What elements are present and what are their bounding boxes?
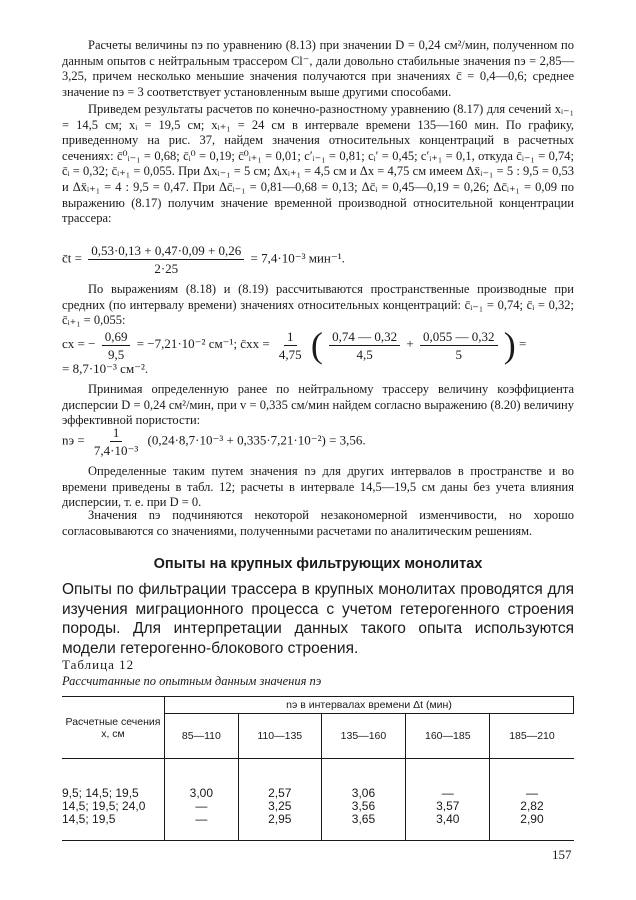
formula-cx-num-1: 0,69 [102, 329, 131, 346]
formula-cx-num-3: 0,74 — 0,32 [329, 329, 400, 346]
paragraph-7: Опыты по фильтрации трассера в крупных монолитах проводятся для изучения миграционного процесса с учетом гетерогенного строения породы. Для интерпретации данных такого опыта используются модели гетерогенно-блокового строения. [62, 581, 574, 657]
table-cell: — [490, 759, 574, 801]
paragraph-4: Принимая определенную ранее по нейтральному трассеру величину коэффициента дисперсии D = 0,24 см²/мин, при v = 0,335 см/мин найдем согласно выражению (8.20) величину эффективной пористости: [62, 382, 574, 428]
formula-cx [62, 327, 574, 363]
table-cell: 3,56 [321, 800, 405, 813]
table-col-header: 85—110 [165, 714, 239, 759]
formula-ne [62, 425, 574, 458]
table-subtitle: Рассчитанные по опытным данным значения nэ [62, 674, 322, 688]
table-cell: 3,40 [406, 813, 490, 841]
page-number: 157 [552, 847, 572, 862]
paragraph-3: По выражениям (8.18) и (8.19) рассчитываются пространственные производные при средних (по интервалу времени) значениях относительных концентраций: c̄ᵢ₋₁ = 0,74; c̄ᵢ = 0,32; c̄ᵢ₊₁ = 0,055: [62, 282, 574, 328]
formula-ne-fraction [91, 425, 141, 458]
paragraph-1: Расчеты величины nэ по уравнению (8.13) при значении D = 0,24 см²/мин, полученном по данным опытов с нейтральным трассером Cl⁻, дали довольно стабильные значения nэ = 2,85—3,25, причем несколько меньшие значения получаются при значениях c̄ = 0,4—0,6; среднее значение nэ = 3 соответствует установленным выше другими способами. [62, 38, 574, 99]
left-paren: ( [310, 325, 323, 365]
formula-cx-den-3: 4,5 [356, 346, 373, 362]
table-cell: — [165, 813, 239, 841]
section-heading: Опыты на крупных фильтрующих монолитах [153, 556, 483, 572]
formula-cxx-result: = 8,7·10⁻³ см⁻². [62, 361, 149, 376]
table-row-label: 14,5; 19,5 [62, 813, 165, 841]
table-row [62, 800, 574, 813]
table-cell: 3,65 [321, 813, 405, 841]
table-col-header: 135—160 [321, 714, 405, 759]
table-row-label: 9,5; 14,5; 19,5 [62, 786, 139, 800]
formula-cx-den-1: 9,5 [107, 346, 125, 362]
table-cell: — [165, 800, 239, 813]
formula-cx-den-4: 5 [455, 346, 463, 362]
table-col-header: 160—185 [406, 714, 490, 759]
table-group-header: nэ в интервалах времени Δt (мин) [165, 697, 574, 714]
formula-ct-lhs: c̄t = [62, 250, 82, 266]
table-cell: — [406, 759, 490, 801]
table-row-label: 14,5; 19,5; 24,0 [62, 799, 146, 813]
formula-ne-numerator: 1 [110, 425, 123, 442]
formula-ct-rhs: = 7,4·10⁻³ мин⁻¹. [250, 250, 345, 266]
data-table [62, 696, 574, 841]
formula-ne-lhs: nэ = [62, 432, 85, 448]
formula-cx-eq: = [519, 335, 527, 351]
table-cell: 2,95 [238, 813, 321, 841]
table-row-header: Расчетные сечения x, см [62, 697, 165, 759]
formula-ct-fraction [88, 243, 244, 276]
table-row [62, 759, 574, 801]
formula-ct-denominator: 2·25 [154, 261, 179, 276]
formula-cx-num-2: 1 [284, 329, 297, 346]
formula-cx-den-2: 4,75 [278, 346, 302, 362]
formula-ne-denominator: 7,4·10⁻³ [93, 443, 139, 458]
formula-cx-num-4: 0,055 — 0,32 [420, 329, 498, 346]
table-col-header: 110—135 [238, 714, 321, 759]
table-row [62, 813, 574, 841]
formula-cx-plus: + [406, 335, 414, 351]
right-paren: ) [503, 325, 516, 365]
table-cell: 3,00 [165, 759, 239, 801]
formula-ct [62, 243, 574, 276]
formula-ne-rhs: (0,24·8,7·10⁻³ + 0,335·7,21·10⁻²) = 3,56. [147, 432, 366, 448]
table-cell: 2,82 [490, 800, 574, 813]
formula-ct-numerator: 0,53·0,13 + 0,47·0,09 + 0,26 [88, 243, 244, 260]
table-cell: 2,90 [490, 813, 574, 841]
formula-cx-frac-3 [329, 329, 400, 362]
table-cell: 3,25 [238, 800, 321, 813]
table-caption: Таблица 12 [62, 657, 135, 672]
formula-cx-a: cx = − [62, 335, 96, 351]
table-cell: 2,57 [238, 759, 321, 801]
formula-cx-b: = −7,21·10⁻² см⁻¹; c̄xx = [136, 335, 270, 351]
table-cell: 3,57 [406, 800, 490, 813]
formula-cx-frac-2 [276, 329, 305, 362]
formula-cx-frac-1 [102, 329, 131, 362]
paragraph-6: Значения nэ подчиняются некоторой незакономерной изменчивости, но хорошо согласовываются со значениями, полученными расчетами по аналитическим решениям. [62, 508, 574, 538]
table-col-header: 185—210 [490, 714, 574, 759]
paragraph-5: Определенные таким путем значения nэ для других интервалов в пространстве и во времени приведены в табл. 12; расчеты в интервале 14,5—19,5 см даны без учета влияния дисперсии, т. е. при D = 0. [62, 464, 574, 510]
formula-cx-frac-4 [420, 329, 498, 362]
table-cell: 3,06 [321, 759, 405, 801]
paragraph-2: Приведем результаты расчетов по конечно-разностному уравнению (8.17) для сечений xᵢ₋₁ = 14,5 см; xᵢ = 19,5 см; xᵢ₊₁ = 24 см в интервале времени 135—160 мин. По графику, приведенному на рис. 37, найдем значения относительных концентраций в расчетных сечениях: c̄⁰ᵢ₋₁ = 0,68; c̄ᵢ⁰ = 0,19; c̄⁰ᵢ₊₁ = 0,01; c′ᵢ₋₁ = 0,81; cᵢ′ = 0,45; c′ᵢ₊₁ = 0,1, откуда c̄ᵢ₋₁ = 0,74; c̄ᵢ = 0,32; c̄ᵢ₊₁ = 0,055. При Δxᵢ₋₁ = 5 см; Δxᵢ₊₁ = 4,5 см и Δx = 4,75 см имеем Δx̄ᵢ₋₁ = 5 : 9,5 = 0,53 и Δx̄ᵢ₊₁ = 4 : 9,5 = 0,47. При Δc̄ᵢ₋₁ = 0,81—0,68 = 0,13; Δc̄ᵢ = 0,45—0,19 = 0,26; Δc̄ᵢ₊₁ = 0,09 по выражению (8.17) получим значение временной производной относительной концентрации трассера: [62, 102, 574, 226]
